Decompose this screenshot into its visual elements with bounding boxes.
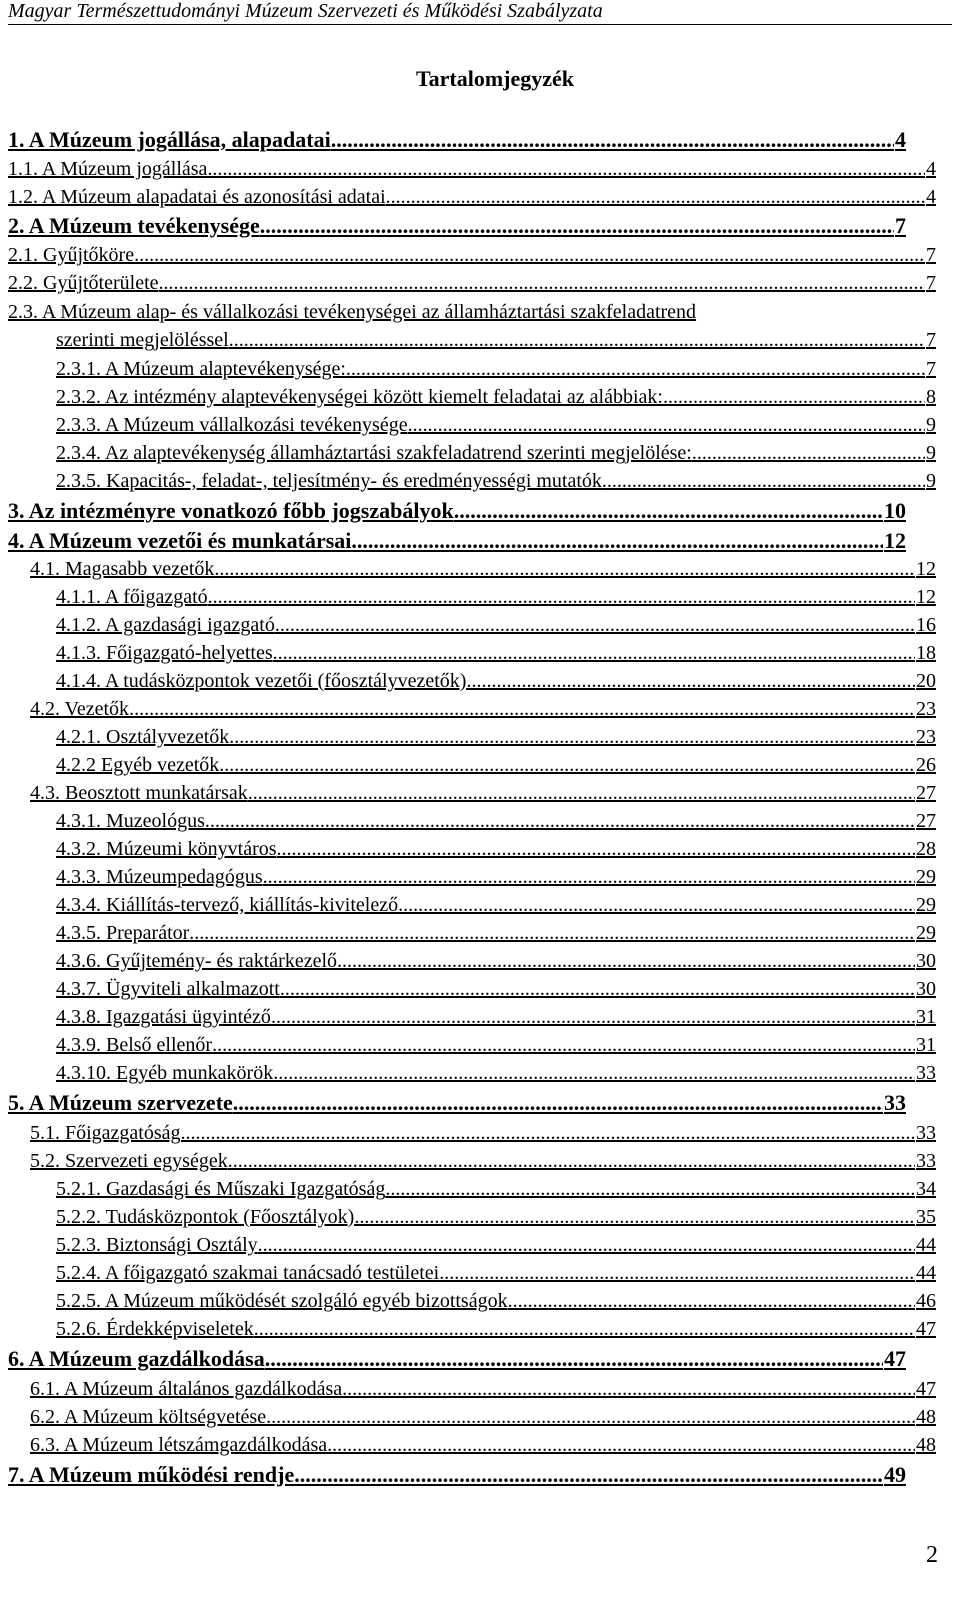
- toc-entry[interactable]: [56, 1315, 936, 1343]
- toc-entry-label: 1.1. A Múzeum jogállása: [8, 158, 208, 180]
- toc-entry-label: 4.2.1. Osztályvezetők: [56, 726, 230, 748]
- dot-leader: [214, 555, 915, 583]
- dot-leader: [208, 583, 915, 611]
- dot-leader: [342, 1375, 915, 1403]
- toc-entry-label: 4.3.4. Kiállítás-tervező, kiállítás-kivitelező: [56, 894, 399, 916]
- toc-entry-page: 34: [916, 1178, 936, 1200]
- toc-entry-page: 29: [916, 894, 936, 916]
- dot-leader: [129, 695, 915, 723]
- toc-entry[interactable]: [8, 241, 936, 269]
- toc-entry-label: 4.1.3. Főigazgató-helyettes: [56, 642, 273, 664]
- dot-leader: [260, 212, 894, 240]
- toc-entry-page: 16: [916, 614, 936, 636]
- toc-entry-page: 31: [916, 1034, 936, 1056]
- toc-entry-page: 12: [916, 586, 936, 608]
- toc-entry-label: 6.2. A Múzeum költségvetése: [30, 1406, 267, 1428]
- toc-entry-page: 20: [916, 670, 936, 692]
- dot-leader: [207, 155, 925, 183]
- toc-entry[interactable]: [56, 1287, 936, 1315]
- toc-entry[interactable]: [56, 807, 936, 835]
- toc-entry[interactable]: [56, 723, 936, 751]
- toc-entry-label: 5.2.1. Gazdasági és Műszaki Igazgatóság: [56, 1178, 386, 1200]
- toc-entry[interactable]: [56, 1231, 936, 1259]
- page-header: [8, 0, 952, 25]
- dot-leader: [233, 1089, 883, 1117]
- toc-entry-page: 23: [916, 726, 936, 748]
- toc-entry-page: 48: [916, 1406, 936, 1428]
- toc-entry-label: 4.3.3. Múzeumpedagógus: [56, 866, 263, 888]
- toc-entry[interactable]: [56, 1175, 936, 1203]
- toc-entry-page: 7: [926, 358, 936, 380]
- toc-entry[interactable]: [56, 439, 936, 467]
- toc-entry-page: 7: [895, 213, 906, 238]
- toc-entry[interactable]: [30, 555, 936, 583]
- toc-entry-label: 6. A Múzeum gazdálkodása: [8, 1346, 265, 1371]
- toc-entry[interactable]: [56, 583, 936, 611]
- toc-entry-label: 4.2. Vezetők: [30, 698, 130, 720]
- toc-entry[interactable]: [8, 1461, 906, 1489]
- toc-entry[interactable]: [8, 497, 906, 525]
- toc-entry-page: 47: [884, 1346, 906, 1371]
- toc-entry-page: 12: [916, 558, 936, 580]
- toc-entry-label: 4.3.10. Egyéb munkakörök: [56, 1062, 274, 1084]
- toc-entry-label: 4.1.4. A tudásközpontok vezetői (főosztályvezetők): [56, 670, 467, 692]
- toc-entry-label: 4.3.6. Gyűjtemény- és raktárkezelő: [56, 950, 338, 972]
- toc-entry-page: 12: [884, 528, 906, 553]
- toc-entry-label: 5.2.6. Érdekképviseletek: [56, 1318, 254, 1340]
- dot-leader: [271, 1003, 915, 1031]
- dot-leader: [229, 326, 925, 354]
- toc-entry[interactable]: [56, 667, 936, 695]
- toc-entry-page: 31: [916, 1006, 936, 1028]
- dot-leader: [248, 779, 915, 807]
- dot-leader: [454, 497, 883, 525]
- dot-leader: [134, 241, 925, 269]
- toc-entry-page: 8: [926, 386, 936, 408]
- toc-entry[interactable]: [30, 1147, 936, 1175]
- toc-entry[interactable]: [8, 212, 906, 240]
- document-title: Magyar Természettudományi Múzeum Szervezeti és Működési Szabályzata: [8, 0, 603, 22]
- toc-entry[interactable]: [8, 1345, 906, 1373]
- toc-entry[interactable]: [56, 919, 936, 947]
- toc-entry-page: 18: [916, 642, 936, 664]
- toc-entry-label: 4.3.1. Muzeológus: [56, 810, 205, 832]
- toc-entry-page: 4: [926, 158, 936, 180]
- toc-entry-page: 7: [926, 329, 936, 351]
- toc-entry[interactable]: [56, 947, 936, 975]
- toc-entry-page: 33: [916, 1062, 936, 1084]
- toc-entry-label: 4.3.8. Igazgatási ügyintéző: [56, 1006, 271, 1028]
- toc-entry-page: 10: [884, 498, 906, 523]
- dot-leader: [280, 975, 915, 1003]
- toc-entry[interactable]: [30, 1119, 936, 1147]
- toc-entry[interactable]: [56, 1059, 936, 1087]
- toc-entry-label: 5.2.4. A főigazgató szakmai tanácsadó testületei: [56, 1262, 440, 1284]
- toc-entry[interactable]: [56, 411, 936, 439]
- dot-leader: [254, 1315, 915, 1343]
- toc-entry-label: 4.3.7. Ügyviteli alkalmazott: [56, 978, 280, 1000]
- toc-entry[interactable]: [8, 527, 906, 555]
- toc-entry-label: 7. A Múzeum működési rendje: [8, 1462, 295, 1487]
- dot-leader: [266, 1403, 915, 1431]
- toc-entry-label: 1.2. A Múzeum alapadatai és azonosítási adatai: [8, 186, 386, 208]
- toc-entry[interactable]: [30, 695, 936, 723]
- toc-entry[interactable]: [56, 1203, 936, 1231]
- toc-entry-label: 5.2.3. Biztonsági Osztály: [56, 1234, 258, 1256]
- dot-leader: [331, 126, 894, 154]
- toc-entry-label: 4.3.9. Belső ellenőr: [56, 1034, 213, 1056]
- toc-entry[interactable]: [56, 383, 936, 411]
- dot-leader: [327, 1431, 915, 1459]
- toc-entry-label: 4.2.2 Egyéb vezetők: [56, 754, 220, 776]
- dot-leader: [386, 183, 925, 211]
- toc-entry[interactable]: [56, 639, 936, 667]
- toc-entry[interactable]: [56, 611, 936, 639]
- toc-entry[interactable]: [30, 1375, 936, 1403]
- toc-entry-label: 3. Az intézményre vonatkozó főbb jogszabályok: [8, 498, 454, 523]
- dot-leader: [385, 1175, 915, 1203]
- toc-entry-page: 7: [926, 272, 936, 294]
- toc-entry-label: 4. A Múzeum vezetői és munkatársai: [8, 528, 352, 553]
- dot-leader: [181, 1119, 915, 1147]
- toc-entry-page: 7: [926, 244, 936, 266]
- toc-entry-label: 2.2. Gyűjtőterülete: [8, 272, 159, 294]
- toc-entry-label: 2.3.1. A Múzeum alaptevékenysége:: [56, 358, 346, 380]
- toc-entry[interactable]: [56, 1003, 936, 1031]
- toc-entry[interactable]: [56, 1031, 936, 1059]
- dot-leader: [466, 667, 915, 695]
- toc-entry[interactable]: [8, 126, 906, 154]
- toc-entry-label: 4.3.5. Preparátor: [56, 922, 190, 944]
- toc-entry-page: 4: [926, 186, 936, 208]
- toc-entry[interactable]: [56, 1259, 936, 1287]
- toc-entry[interactable]: [56, 891, 936, 919]
- toc-entry-page: 27: [916, 782, 936, 804]
- toc-heading: Tartalomjegyzék: [415, 66, 575, 91]
- dot-leader: [159, 269, 925, 297]
- toc-entry-label: 4.3.2. Múzeumi könyvtáros: [56, 838, 277, 860]
- toc-entry-label: 2.3.2. Az intézmény alaptevékenységei között kiemelt feladatai az alábbiak:: [56, 386, 663, 408]
- toc-entry-label: 6.3. A Múzeum létszámgazdálkodása: [30, 1434, 328, 1456]
- dot-leader: [663, 383, 925, 411]
- dot-leader: [337, 947, 915, 975]
- toc-entry[interactable]: [56, 751, 936, 779]
- dot-leader: [212, 1031, 915, 1059]
- dot-leader: [229, 723, 915, 751]
- toc-entry[interactable]: [8, 183, 936, 211]
- toc-entry-label: 5.1. Főigazgatóság: [30, 1122, 181, 1144]
- toc-entry-page: 26: [916, 754, 936, 776]
- toc-entry-page: 9: [926, 414, 936, 436]
- dot-leader: [398, 891, 915, 919]
- toc-entry-label: 4.1.1. A főigazgató: [56, 586, 208, 608]
- toc-entry-page: 44: [916, 1234, 936, 1256]
- dot-leader: [294, 1461, 883, 1489]
- dot-leader: [439, 1259, 915, 1287]
- toc-entry-label[interactable]: 2.3. A Múzeum alap- és vállalkozási tevékenységei az államháztartási szakfeladatrend: [8, 301, 697, 323]
- toc-entry-page: 29: [916, 866, 936, 888]
- dot-leader: [346, 355, 925, 383]
- toc-entry-page: 49: [884, 1462, 906, 1487]
- toc-entry-label: 5. A Múzeum szervezete: [8, 1090, 233, 1115]
- dot-leader: [273, 639, 915, 667]
- toc-entry-label: 6.1. A Múzeum általános gazdálkodása: [30, 1378, 343, 1400]
- toc-entry[interactable]: [56, 467, 936, 495]
- toc-entry-page: 9: [926, 442, 936, 464]
- toc-entry[interactable]: [56, 326, 936, 354]
- toc-entry-page: 33: [916, 1122, 936, 1144]
- toc-entry-page: 35: [916, 1206, 936, 1228]
- toc-entry[interactable]: [56, 355, 936, 383]
- toc-entry[interactable]: [56, 835, 936, 863]
- dot-leader: [354, 1203, 915, 1231]
- dot-leader: [265, 1345, 883, 1373]
- toc-entry-label: 2. A Múzeum tevékenysége: [8, 213, 260, 238]
- dot-leader: [219, 751, 915, 779]
- dot-leader: [273, 1059, 915, 1087]
- toc-entry-page: 47: [916, 1318, 936, 1340]
- toc-entry-label: szerinti megjelöléssel: [56, 329, 229, 351]
- toc-entry-page: 27: [916, 810, 936, 832]
- dot-leader: [205, 807, 915, 835]
- toc-entry[interactable]: [8, 269, 936, 297]
- toc-entry-label: 4.3. Beosztott munkatársak: [30, 782, 248, 804]
- toc-entry-page: 44: [916, 1262, 936, 1284]
- dot-leader: [692, 439, 925, 467]
- toc-entry-page: 47: [916, 1378, 936, 1400]
- page-number: 2: [926, 1542, 938, 1568]
- dot-leader: [508, 1287, 915, 1315]
- toc-entry-label: 2.3.5. Kapacitás-, feladat-, teljesítmény- és eredményességi mutatók: [56, 470, 602, 492]
- toc-entry[interactable]: [8, 155, 936, 183]
- dot-leader: [228, 1147, 915, 1175]
- toc-entry-label: 5.2.2. Tudásközpontok (Főosztályok): [56, 1206, 355, 1228]
- toc-entry[interactable]: [8, 1089, 906, 1117]
- toc-entry[interactable]: [56, 863, 936, 891]
- dot-leader: [351, 527, 883, 555]
- toc-entry[interactable]: [30, 1403, 936, 1431]
- toc-entry-page: 30: [916, 950, 936, 972]
- toc-entry-label: 2.3.4. Az alaptevékenység államháztartási szakfeladatrend szerinti megjelölése:: [56, 442, 692, 464]
- toc-entry-label: 4.1. Magasabb vezetők: [30, 558, 215, 580]
- toc-entry-page: 48: [916, 1434, 936, 1456]
- toc-entry-page: 33: [884, 1090, 906, 1115]
- toc-entry-page: 28: [916, 838, 936, 860]
- toc-entry[interactable]: [30, 1431, 936, 1459]
- dot-leader: [189, 919, 915, 947]
- dot-leader: [602, 467, 925, 495]
- toc-entry-label: 1. A Múzeum jogállása, alapadatai: [8, 127, 331, 152]
- toc-entry-page: 30: [916, 978, 936, 1000]
- dot-leader: [275, 611, 915, 639]
- toc-entry[interactable]: [56, 975, 936, 1003]
- toc-entry-page: 23: [916, 698, 936, 720]
- toc-entry-page: 46: [916, 1290, 936, 1312]
- dot-leader: [277, 835, 915, 863]
- dot-leader: [258, 1231, 915, 1259]
- toc-entry[interactable]: [30, 779, 936, 807]
- toc-entry-label: 5.2. Szervezeti egységek: [30, 1150, 228, 1172]
- toc-entry-page: 29: [916, 922, 936, 944]
- toc-entry-page: 4: [895, 127, 906, 152]
- toc-entry-label: 5.2.5. A Múzeum működését szolgáló egyéb bizottságok: [56, 1290, 508, 1312]
- dot-leader: [408, 411, 925, 439]
- toc-entry-page: 9: [926, 470, 936, 492]
- toc-entry-page: 33: [916, 1150, 936, 1172]
- toc-entry-label: 2.1. Gyűjtőköre: [8, 244, 135, 266]
- toc-entry-label: 2.3.3. A Múzeum vállalkozási tevékenysége: [56, 414, 408, 436]
- dot-leader: [263, 863, 915, 891]
- toc-entry-label: 4.1.2. A gazdasági igazgató: [56, 614, 275, 636]
